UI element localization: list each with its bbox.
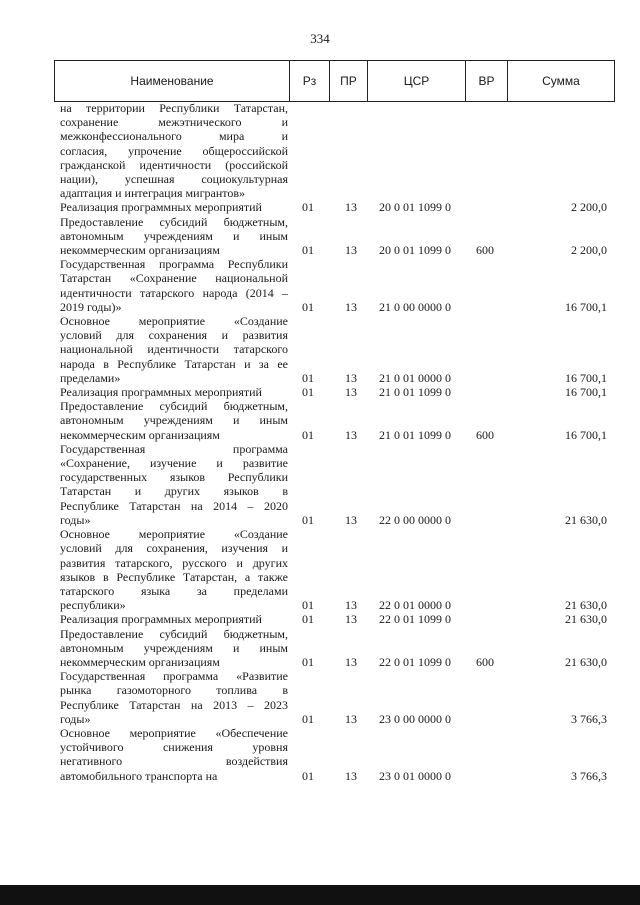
header-rz: Рз <box>289 61 329 101</box>
row-sum: 2 200,0 <box>571 200 607 215</box>
row-pr: 13 <box>345 200 357 215</box>
row-csr: 22 0 01 1099 0 <box>379 654 451 669</box>
row-name-line: сохранение межэтнического и <box>60 115 288 130</box>
row-name-line: Предоставление субсидий бюджетным, <box>60 214 288 229</box>
row-csr: 22 0 00 0000 0 <box>379 512 451 527</box>
row-name-line: Предоставление субсидий бюджетным, <box>60 399 288 414</box>
row-name-line: устойчивого снижения уровня <box>60 740 288 755</box>
page-number: 334 <box>310 31 330 46</box>
row-csr: 21 0 00 0000 0 <box>379 299 451 314</box>
row-vr: 600 <box>476 654 494 669</box>
row-name-line: государственных языков Республики <box>60 470 288 485</box>
row-name-line: республики» <box>60 598 126 613</box>
row-name-line: условий для сохранения и развития <box>60 328 288 343</box>
row-name-line: Республике Татарстан на 2013 – 2023 <box>60 697 288 712</box>
row-name-line: рынка газомоторного топлива в <box>60 683 288 698</box>
row-csr: 23 0 00 0000 0 <box>379 711 451 726</box>
table-row <box>54 612 615 626</box>
row-name-line: Татарстан «Сохранение национальной <box>60 271 288 286</box>
header-name: Наименование <box>130 74 214 88</box>
row-name-line: некоммерческим организациям <box>60 427 220 442</box>
row-sum: 16 700,1 <box>565 299 607 314</box>
table-row <box>54 314 615 385</box>
table-row <box>54 399 615 442</box>
row-name-line: Реализация программных мероприятий <box>60 612 262 627</box>
table-row <box>54 215 615 258</box>
row-pr: 13 <box>345 299 357 314</box>
row-pr: 13 <box>345 654 357 669</box>
row-name-line: Реализация программных мероприятий <box>60 200 262 215</box>
row-rz: 01 <box>302 200 314 215</box>
row-name <box>54 399 288 442</box>
row-name-line: Основное мероприятие «Обеспечение <box>60 725 288 740</box>
row-name-line: Реализация программных мероприятий <box>60 385 262 400</box>
row-name-line: 2019 годы)» <box>60 299 122 314</box>
row-pr: 13 <box>345 427 357 442</box>
row-sum: 21 630,0 <box>565 612 607 627</box>
row-name <box>54 442 288 527</box>
row-vr: 600 <box>476 427 494 442</box>
table-row <box>54 726 615 783</box>
row-name-line: идентичности татарского народа (2014 – <box>60 285 288 300</box>
row-rz: 01 <box>302 243 314 258</box>
table-row <box>54 101 615 200</box>
row-name-line: Основное мероприятие «Создание <box>60 314 288 329</box>
row-rz: 01 <box>302 427 314 442</box>
table-row <box>54 385 615 399</box>
row-name-line: негативного воздействия <box>60 754 288 769</box>
row-pr: 13 <box>345 711 357 726</box>
row-csr: 21 0 01 1099 0 <box>379 385 451 400</box>
row-csr: 21 0 01 1099 0 <box>379 427 451 442</box>
row-rz: 01 <box>302 612 314 627</box>
table-row <box>54 669 615 726</box>
row-csr: 20 0 01 1099 0 <box>379 200 451 215</box>
row-name <box>54 627 288 670</box>
row-pr: 13 <box>345 385 357 400</box>
row-csr: 21 0 01 0000 0 <box>379 370 451 385</box>
row-name-line: Государственная программа «Развитие <box>60 669 288 684</box>
table-row <box>54 442 615 527</box>
row-name-line: автомобильного транспорта на <box>60 768 218 783</box>
row-name <box>54 527 288 612</box>
row-name-line: согласия, упрочение общероссийской <box>60 143 288 158</box>
header-pr: ПР <box>329 61 367 101</box>
row-sum: 21 630,0 <box>565 598 607 613</box>
row-name-line: автономным учреждениям и иным <box>60 640 288 655</box>
row-pr: 13 <box>345 612 357 627</box>
table-header <box>54 60 615 102</box>
row-name-line: некоммерческим организациям <box>60 243 220 258</box>
row-pr: 13 <box>345 598 357 613</box>
row-name-line: Государственная программа Республики <box>60 257 288 272</box>
row-sum: 3 766,3 <box>571 711 607 726</box>
row-name-line: условий для сохранения, изучения и <box>60 541 288 556</box>
row-rz: 01 <box>302 370 314 385</box>
row-name <box>54 669 288 726</box>
row-sum: 2 200,0 <box>571 243 607 258</box>
row-name-line: национальной идентичности татарского <box>60 342 288 357</box>
table-row <box>54 527 615 612</box>
header-vr: ВР <box>465 61 507 101</box>
row-vr: 600 <box>476 243 494 258</box>
row-pr: 13 <box>345 512 357 527</box>
row-sum: 21 630,0 <box>565 512 607 527</box>
header-sum: Сумма <box>507 61 614 101</box>
row-name <box>54 314 288 385</box>
row-rz: 01 <box>302 768 314 783</box>
row-name-line: татарского языка за пределами <box>60 583 288 598</box>
row-name-line: автономным учреждениям и иным <box>60 413 288 428</box>
row-name-line: развития татарского, русского и других <box>60 555 288 570</box>
row-sum: 16 700,1 <box>565 427 607 442</box>
row-rz: 01 <box>302 654 314 669</box>
row-name-line: автономным учреждениям и иным <box>60 228 288 243</box>
row-name <box>54 257 288 314</box>
row-name-line: межконфессионального мира и <box>60 129 288 144</box>
table-row <box>54 200 615 214</box>
table-body <box>54 101 615 783</box>
row-name-line: Республике Татарстан на 2014 – 2020 <box>60 498 288 513</box>
row-name-line: на территории Республики Татарстан, <box>60 101 288 115</box>
row-csr: 23 0 01 0000 0 <box>379 768 451 783</box>
row-rz: 01 <box>302 385 314 400</box>
row-name-line: некоммерческим организациям <box>60 654 220 669</box>
header-csr: ЦСР <box>367 61 465 101</box>
row-name <box>54 612 288 626</box>
row-csr: 22 0 01 0000 0 <box>379 598 451 613</box>
row-name-line: «Сохранение, изучение и развитие <box>60 456 288 471</box>
row-name-line: адаптация и интеграция мигрантов» <box>60 186 245 201</box>
row-name-line: Основное мероприятие «Создание <box>60 527 288 542</box>
row-sum: 3 766,3 <box>571 768 607 783</box>
row-sum: 21 630,0 <box>565 654 607 669</box>
row-name-line: годы» <box>60 711 91 726</box>
row-name <box>54 215 288 258</box>
row-name-line: гражданской идентичности (российской <box>60 157 288 172</box>
row-rz: 01 <box>302 598 314 613</box>
table-row <box>54 627 615 670</box>
row-name <box>54 726 288 783</box>
row-sum: 16 700,1 <box>565 370 607 385</box>
row-csr: 20 0 01 1099 0 <box>379 243 451 258</box>
row-name-line: нации), успешная социокультурная <box>60 172 288 187</box>
row-name <box>54 385 288 399</box>
scan-edge <box>0 885 640 905</box>
row-name-line: народа в Республике Татарстан и за ее <box>60 356 288 371</box>
row-name-line: годы» <box>60 512 91 527</box>
row-name-line: пределами» <box>60 370 121 385</box>
row-name <box>54 200 288 214</box>
row-pr: 13 <box>345 243 357 258</box>
row-pr: 13 <box>345 768 357 783</box>
row-name-line: Государственная программа <box>60 441 288 456</box>
row-name-line: Предоставление субсидий бюджетным, <box>60 626 288 641</box>
row-rz: 01 <box>302 711 314 726</box>
row-name-line: Татарстан и других языков в <box>60 484 288 499</box>
row-name-line: языков в Республике Татарстан, а также <box>60 569 288 584</box>
table-row <box>54 257 615 314</box>
row-csr: 22 0 01 1099 0 <box>379 612 451 627</box>
row-name <box>54 101 288 200</box>
row-rz: 01 <box>302 512 314 527</box>
row-pr: 13 <box>345 370 357 385</box>
row-rz: 01 <box>302 299 314 314</box>
row-sum: 16 700,1 <box>565 385 607 400</box>
